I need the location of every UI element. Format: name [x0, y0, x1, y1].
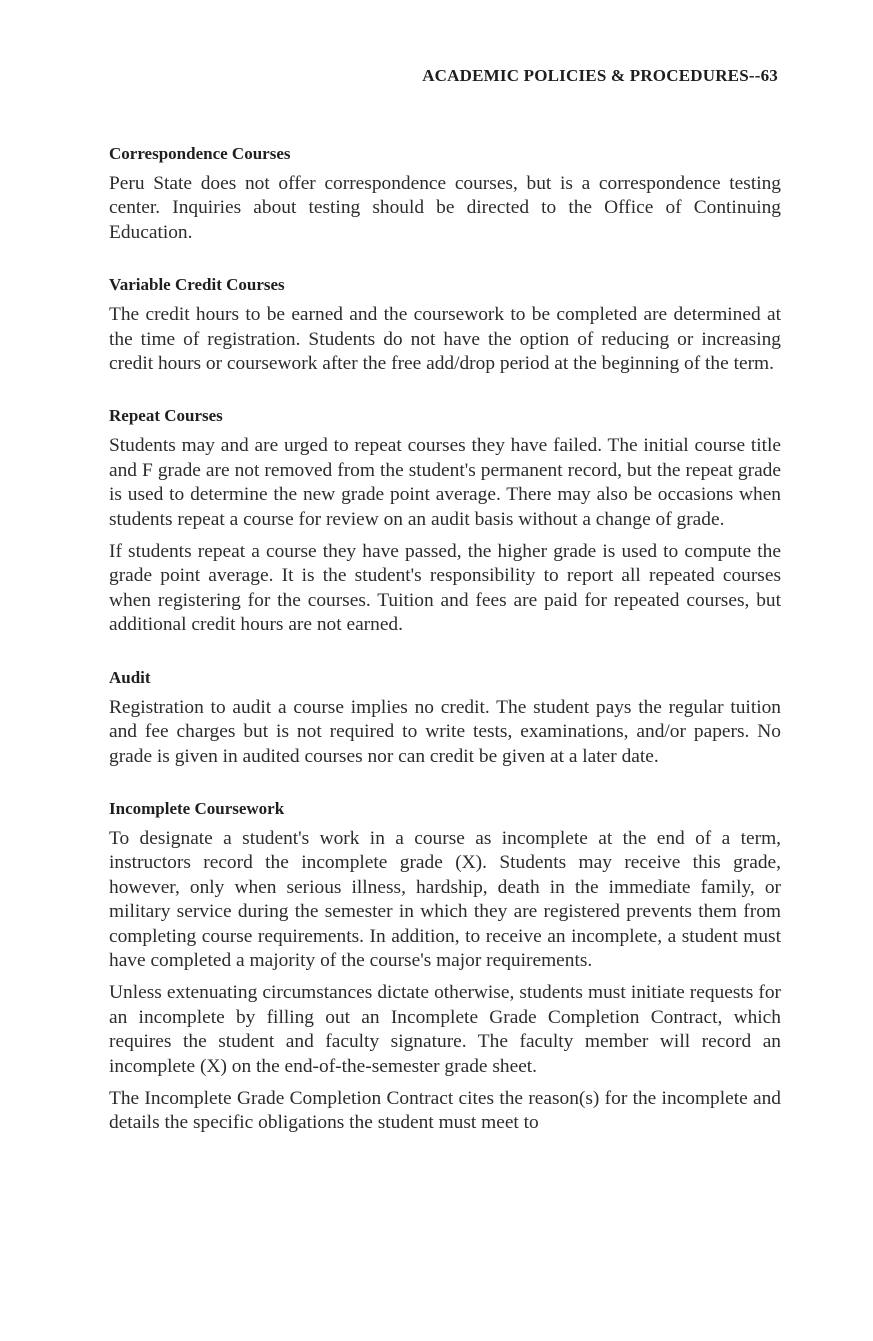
paragraph: The Incomplete Grade Completion Contract cites the reason(s) for the incomplete and details the specific obligations the student must meet to: [109, 1087, 781, 1134]
paragraph: If students repeat a course they have passed, the higher grade is used to compute the grade point average. It is the student's responsibility to report all repeated courses when registering for the courses. Tuition and fees are paid for repeated courses, but additional credit hours are not earned.: [109, 541, 781, 636]
paragraph: To designate a student's work in a course as incomplete at the end of a term, instructors record the incomplete grade (X). Students may receive this grade, however, only when serious illness, hardship, death in the immediate family, or military service during the semester in which they are registered prevents them from completing course requirements. In addition, to receive an incomplete, a student must have completed a majority of the course's major requirements.: [109, 827, 781, 971]
paragraph: The credit hours to be earned and the coursework to be completed are determined at the time of registration. Students do not have the option of reducing or increasing credit hours or coursework after the free add/drop period at the beginning of the term.: [109, 304, 781, 375]
section-variable-credit-courses: [109, 273, 781, 376]
paragraph: Peru State does not offer correspondence courses, but is a correspondence testing center. Inquiries about testing should be directed to the Office of Continuing Education.: [109, 173, 781, 243]
running-head: ACADEMIC POLICIES & PROCEDURES--63: [422, 66, 778, 85]
paragraph: Students may and are urged to repeat courses they have failed. The initial course title and F grade are not removed from the student's permanent record, but the repeat grade is used to determine the new grade point average. There may also be occasions when students repeat a course for review on an audit basis without a change of grade.: [109, 435, 781, 530]
section-incomplete-coursework: [109, 797, 781, 1136]
section-heading: Repeat Courses: [109, 406, 223, 426]
section-heading: Variable Credit Courses: [109, 275, 285, 295]
section-heading: Audit: [109, 667, 151, 687]
paragraph: Unless extenuating circumstances dictate otherwise, students must initiate requests for an incomplete by filling out an Incomplete Grade Completion Contract, which requires the student and faculty signature. The faculty member will record an incomplete (X) on the end-of-the-semester grade sheet.: [109, 982, 781, 1077]
paragraph: Registration to audit a course implies no credit. The student pays the regular tuition and fee charges but is not required to write tests, examinations, and/or papers. No grade is given in audited courses nor can credit be given at a later date.: [109, 696, 781, 767]
section-audit: [109, 666, 781, 769]
section-correspondence-courses: [109, 142, 781, 245]
page-body: [109, 142, 781, 1136]
section-repeat-courses: [109, 404, 781, 637]
section-heading: Correspondence Courses: [109, 144, 291, 163]
section-heading: Incomplete Coursework: [109, 798, 285, 818]
